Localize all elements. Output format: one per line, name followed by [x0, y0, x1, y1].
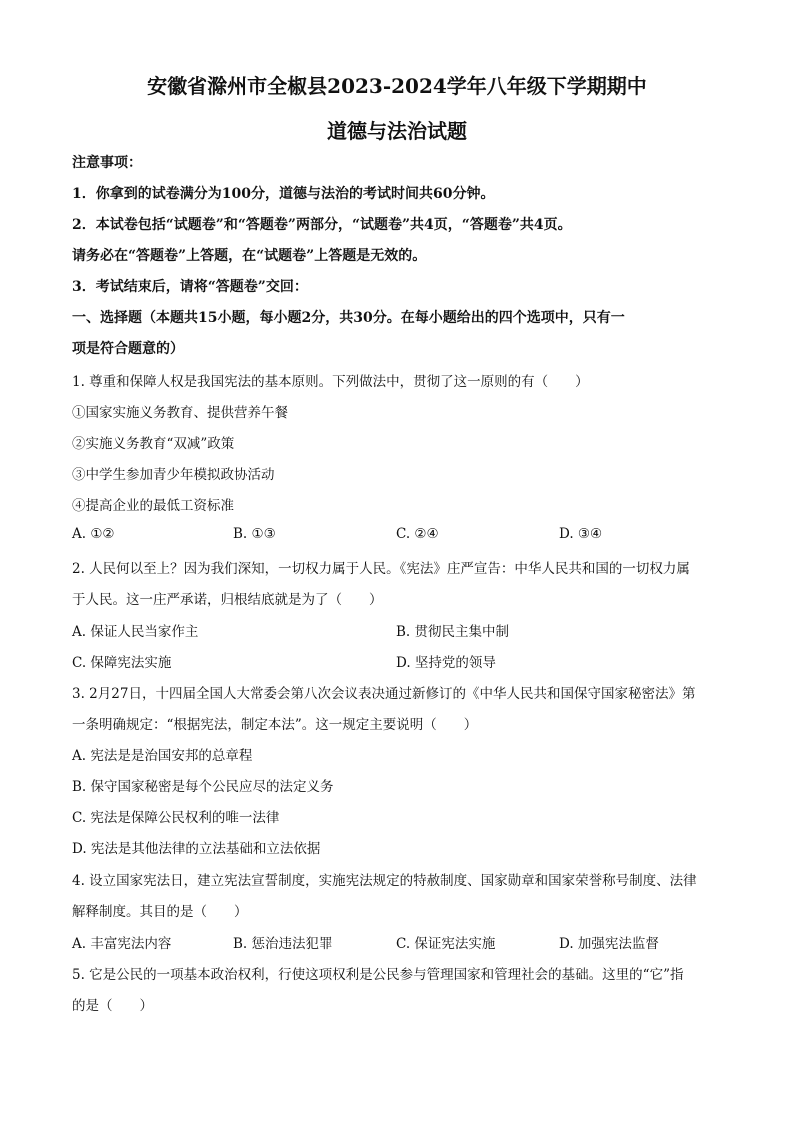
question-2-option-c: C. 保障宪法实施 — [72, 655, 172, 671]
notice-heading: 注意事项： — [72, 155, 142, 171]
question-1-option-b: B. ①③ — [233, 526, 276, 542]
question-4-stem-cont: 解释制度。其目的是（ ） — [72, 904, 248, 920]
question-2-stem-cont: 于人民。这一庄严承诺，归根结底就是为了（ ） — [72, 592, 383, 608]
question-4-stem: 4. 设立国家宪法日，建立宪法宣誓制度，实施宪法规定的特赦制度、国家勋章和国家荣誉称号制度、法律 — [72, 873, 697, 889]
question-3-option-a: A. 宪法是是治国安邦的总章程 — [72, 748, 253, 764]
question-4-option-b: B. 惩治违法犯罪 — [233, 936, 333, 952]
question-2-option-a: A. 保证人民当家作主 — [72, 624, 199, 640]
question-3-stem-cont: 一条明确规定：“根据宪法，制定本法”。这一规定主要说明（ ） — [72, 717, 478, 733]
question-1-option-d: D. ③④ — [559, 526, 603, 542]
question-3-stem: 3. 2月27日，十四届全国人大常委会第八次会议表决通过新修订的《中华人民共和国保守国家秘密法》第 — [72, 686, 696, 702]
notice-item-3: 3．考试结束后，请将“答题卷”交回： — [72, 279, 308, 295]
question-3-option-d: D. 宪法是其他法律的立法基础和立法依据 — [72, 841, 321, 857]
section-heading: 一、选择题（本题共15小题，每小题2分，共30分。在每小题给出的四个选项中，只有一 — [72, 310, 625, 326]
question-1-stem: 1. 尊重和保障人权是我国宪法的基本原则。下列做法中，贯彻了这一原则的有（ ） — [72, 374, 589, 390]
section-heading-cont: 项是符合题意的） — [72, 341, 184, 357]
question-4-option-a: A. 丰富宪法内容 — [72, 936, 172, 952]
notice-item-2-cont: 请务必在“答题卷”上答题，在“试题卷”上答题是无效的。 — [72, 248, 427, 264]
question-1-statement-3: ③中学生参加青少年模拟政协活动 — [72, 467, 275, 483]
exam-subject-title: 道德与法治试题 — [327, 119, 467, 143]
question-5-stem: 5. 它是公民的一项基本政治权利，行使这项权利是公民参与管理国家和管理社会的基础。这里的“它”指 — [72, 967, 684, 983]
question-2-option-d: D. 坚持党的领导 — [396, 655, 496, 671]
question-1-statement-2: ②实施义务教育“双减”政策 — [72, 436, 235, 452]
notice-item-2: 2．本试卷包括“试题卷”和“答题卷”两部分，“试题卷”共4页，“答题卷”共4页。 — [72, 217, 572, 233]
question-2-stem: 2. 人民何以至上？因为我们深知，一切权力属于人民。《宪法》庄严宣告：中华人民共和国的一切权力属 — [72, 561, 690, 577]
question-4-option-d: D. 加强宪法监督 — [559, 936, 659, 952]
question-1-statement-4: ④提高企业的最低工资标准 — [72, 498, 234, 514]
question-4-option-c: C. 保证宪法实施 — [396, 936, 496, 952]
exam-title: 安徽省滁州市全椒县2023-2024学年八年级下学期期中 — [147, 74, 647, 98]
question-3-option-c: C. 宪法是保障公民权利的唯一法律 — [72, 810, 280, 826]
question-5-stem-cont: 的是（ ） — [72, 998, 153, 1014]
question-2-option-b: B. 贯彻民主集中制 — [396, 624, 510, 640]
question-1-option-a: A. ①② — [72, 526, 115, 542]
question-3-option-b: B. 保守国家秘密是每个公民应尽的法定义务 — [72, 779, 334, 795]
notice-item-1: 1．你拿到的试卷满分为100分，道德与法治的考试时间共60分钟。 — [72, 186, 495, 202]
question-1-option-c: C. ②④ — [396, 526, 439, 542]
question-1-statement-1: ①国家实施义务教育、提供营养午餐 — [72, 405, 288, 421]
